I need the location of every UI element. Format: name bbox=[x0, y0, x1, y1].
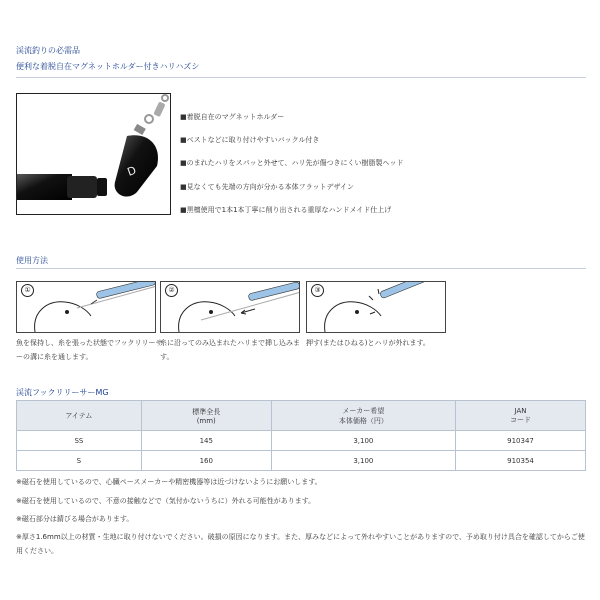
table-cell: 3,100 bbox=[271, 431, 455, 451]
divider bbox=[16, 77, 586, 78]
feature-item: ■ベストなどに取り付けやすいバックル付き bbox=[180, 136, 320, 144]
column-header: アイテム bbox=[17, 401, 142, 431]
feature-item: ■黒檀使用で1本1本丁寧に削り出される重厚なハンドメイド仕上げ bbox=[180, 206, 392, 214]
table-cell: S bbox=[17, 451, 142, 471]
note: ※磁石を使用しているので、心臓ペースメーカーや精密機器等は近づけないようにお願いします。 bbox=[16, 478, 322, 486]
column-header: JAN コード bbox=[456, 401, 586, 431]
note: ※厚さ1.6mm以上の材質・生地に取り付けないでください。破損の原因になります。また、厚みなどによって外れやすいことがありますので、予め取り付け具合を確認してからご使用ください。 bbox=[16, 533, 585, 555]
column-header: 標準全長 (mm) bbox=[141, 401, 271, 431]
product-photo bbox=[16, 93, 171, 215]
step-caption: 糸に沿ってのみ込まれたハリまで挿し込みます。 bbox=[160, 339, 300, 361]
feature-item: ■着脱自在のマグネットホルダー bbox=[180, 113, 285, 121]
note: ※磁石部分は錆びる場合があります。 bbox=[16, 515, 134, 523]
table-row bbox=[17, 451, 586, 471]
step-number: ① bbox=[21, 284, 34, 297]
step-3-illustration bbox=[306, 281, 446, 333]
spec-title: 渓流フックリリーサーMG bbox=[16, 388, 109, 397]
step-number: ③ bbox=[311, 284, 324, 297]
svg-text:D: D bbox=[125, 163, 138, 179]
table-cell: 145 bbox=[141, 431, 271, 451]
table-cell: 910347 bbox=[456, 431, 586, 451]
column-header: メーカー希望 本体価格（円） bbox=[271, 401, 455, 431]
table-cell: 160 bbox=[141, 451, 271, 471]
spec-table bbox=[16, 400, 586, 471]
step-number: ② bbox=[165, 284, 178, 297]
step-caption: 魚を保持し、糸を張った状態でフックリリーサーの溝に糸を通します。 bbox=[16, 339, 163, 361]
feature-item: ■のまれたハリをスパッと外せて、ハリ先が傷つきにくい樹脂製ヘッド bbox=[180, 159, 404, 167]
feature-item: ■見なくても先端の方向が分かる本体フラットデザイン bbox=[180, 183, 354, 191]
table-cell: 910354 bbox=[456, 451, 586, 471]
product-subheading: 便利な着脱自在マグネットホルダー付きハリハズシ bbox=[16, 62, 200, 71]
table-cell: 3,100 bbox=[271, 451, 455, 471]
step-2-illustration bbox=[160, 281, 300, 333]
section-heading: 渓流釣りの必需品 bbox=[16, 46, 80, 55]
step-caption: 押す(またはひねる)とハリが外れます。 bbox=[306, 339, 430, 347]
table-row bbox=[17, 431, 586, 451]
usage-title: 使用方法 bbox=[16, 256, 48, 265]
table-header-row bbox=[17, 401, 586, 431]
note: ※磁石を使用しているので、不意の接触などで（気付かないうちに）外れる可能性があります。 bbox=[16, 497, 316, 505]
divider bbox=[16, 268, 586, 269]
table-cell: SS bbox=[17, 431, 142, 451]
step-1-illustration bbox=[16, 281, 156, 333]
